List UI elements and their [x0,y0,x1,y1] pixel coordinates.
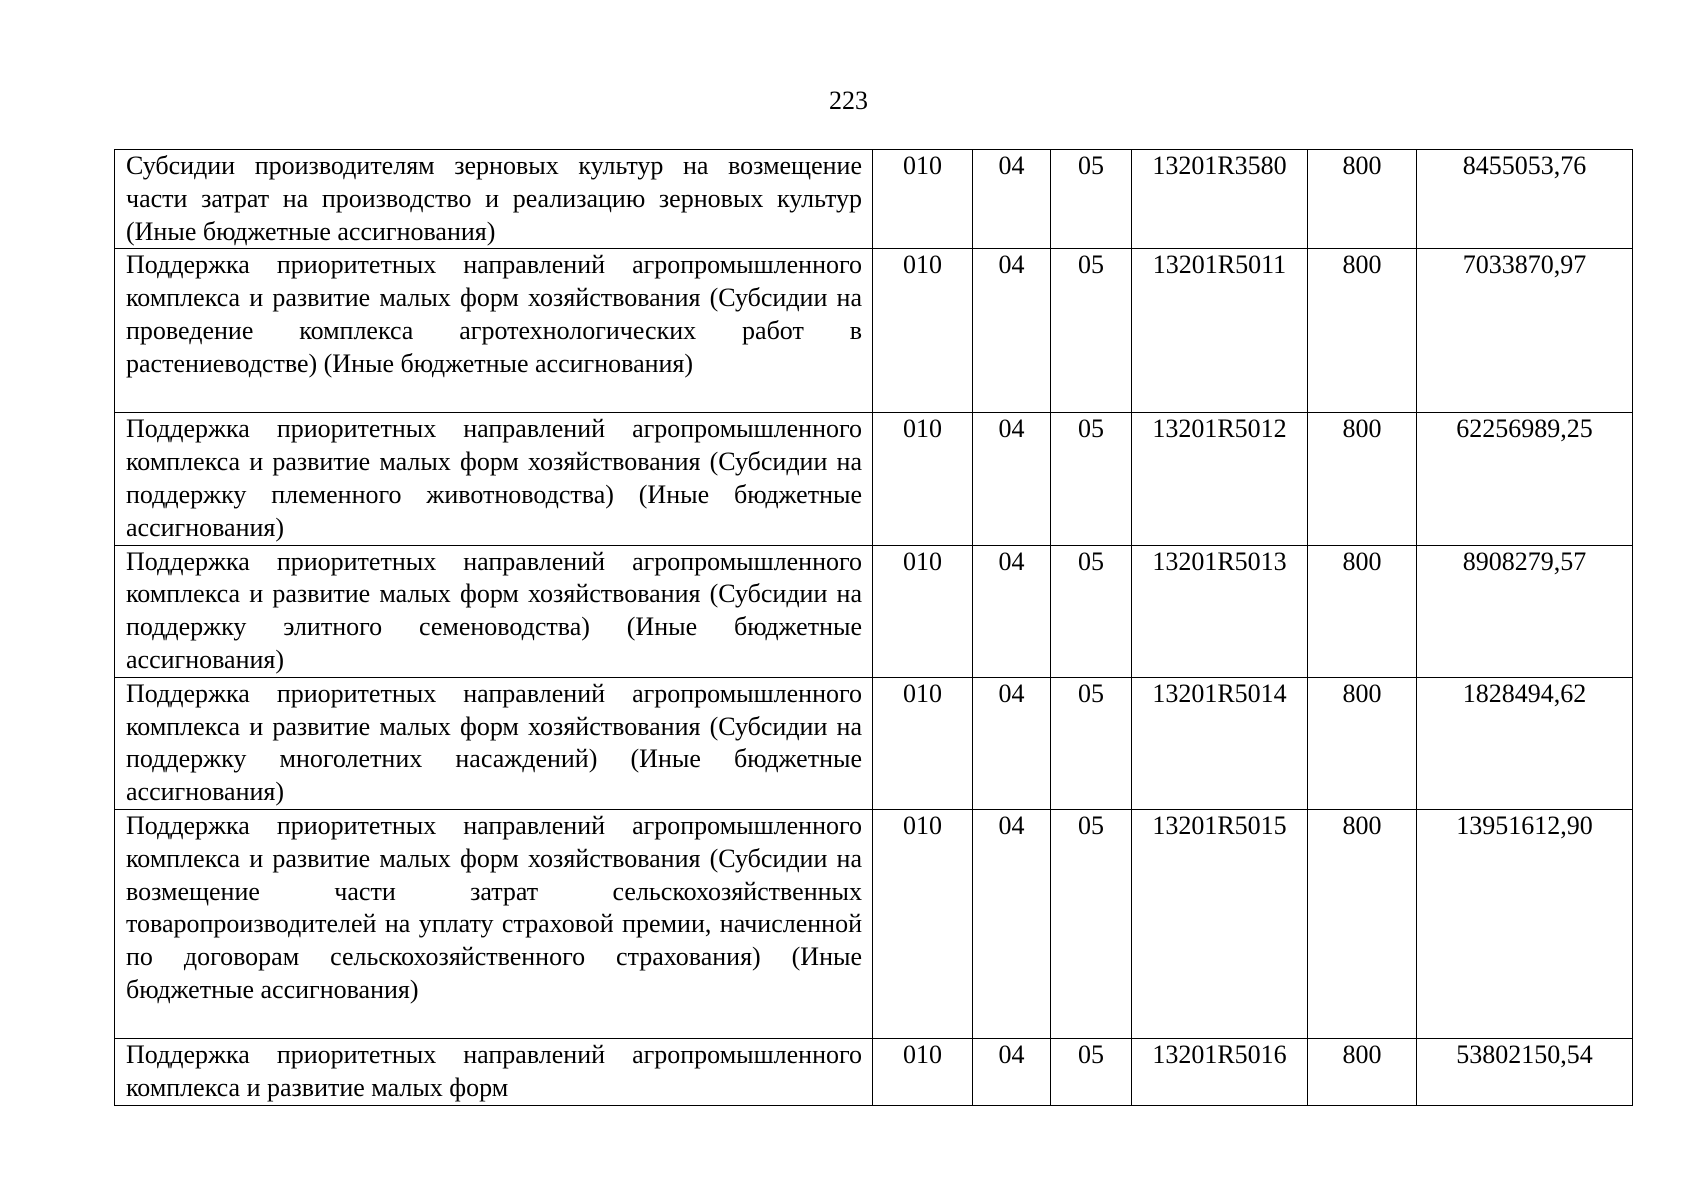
table-row [115,249,1633,413]
row-description: Поддержка приоритетных направлений агропромышленного комплекса и развитие малых форм [115,1038,873,1105]
subsection-code: 05 [1051,150,1132,249]
amount-value: 53802150,54 [1417,1038,1633,1105]
section-code: 04 [973,677,1051,809]
amount-value: 62256989,25 [1417,413,1633,545]
section-code: 04 [973,150,1051,249]
expense-type-code: 800 [1308,809,1417,1038]
table-row [115,413,1633,545]
target-article-code: 13201R5014 [1132,677,1308,809]
amount-value: 13951612,90 [1417,809,1633,1038]
ministry-code: 010 [873,1038,973,1105]
table-row [115,150,1633,249]
subsection-code: 05 [1051,677,1132,809]
ministry-code: 010 [873,150,973,249]
target-article-code: 13201R5013 [1132,545,1308,677]
section-code: 04 [973,545,1051,677]
subsection-code: 05 [1051,1038,1132,1105]
expense-type-code: 800 [1308,1038,1417,1105]
amount-value: 8455053,76 [1417,150,1633,249]
expense-type-code: 800 [1308,150,1417,249]
table-row [115,1038,1633,1105]
expense-type-code: 800 [1308,413,1417,545]
row-description: Поддержка приоритетных направлений агропромышленного комплекса и развитие малых форм хозяйствования (Субсидии на проведение комплекса агротехнологических работ в растениеводстве) (Иные бюджетные ассигнования) [115,249,873,413]
table-row [115,545,1633,677]
amount-value: 7033870,97 [1417,249,1633,413]
target-article-code: 13201R5011 [1132,249,1308,413]
ministry-code: 010 [873,809,973,1038]
section-code: 04 [973,249,1051,413]
target-article-code: 13201R5015 [1132,809,1308,1038]
ministry-code: 010 [873,677,973,809]
table-row [115,809,1633,1038]
target-article-code: 13201R3580 [1132,150,1308,249]
ministry-code: 010 [873,249,973,413]
subsection-code: 05 [1051,413,1132,545]
row-description: Поддержка приоритетных направлений агропромышленного комплекса и развитие малых форм хозяйствования (Субсидии на поддержку многолетних насаждений) (Иные бюджетные ассигнования) [115,677,873,809]
page-number: 223 [829,86,868,115]
expense-type-code: 800 [1308,545,1417,677]
ministry-code: 010 [873,413,973,545]
target-article-code: 13201R5012 [1132,413,1308,545]
table-row [115,677,1633,809]
expense-type-code: 800 [1308,677,1417,809]
amount-value: 8908279,57 [1417,545,1633,677]
section-code: 04 [973,1038,1051,1105]
budget-allocation-table [114,149,1633,1106]
row-description: Поддержка приоритетных направлений агропромышленного комплекса и развитие малых форм хозяйствования (Субсидии на поддержку элитного семеноводства) (Иные бюджетные ассигнования) [115,545,873,677]
target-article-code: 13201R5016 [1132,1038,1308,1105]
row-description: Субсидии производителям зерновых культур на возмещение части затрат на производство и реализацию зерновых культур (Иные бюджетные ассигнования) [115,150,873,249]
row-description: Поддержка приоритетных направлений агропромышленного комплекса и развитие малых форм хозяйствования (Субсидии на возмещение части затрат сельскохозяйственных товаропроизводителей на уплату страховой премии, начисленной по договорам сельскохозяйственного страхования) (Иные бюджетные ассигнования) [115,809,873,1038]
section-code: 04 [973,809,1051,1038]
expense-type-code: 800 [1308,249,1417,413]
section-code: 04 [973,413,1051,545]
amount-value: 1828494,62 [1417,677,1633,809]
subsection-code: 05 [1051,249,1132,413]
subsection-code: 05 [1051,545,1132,677]
subsection-code: 05 [1051,809,1132,1038]
row-description: Поддержка приоритетных направлений агропромышленного комплекса и развитие малых форм хозяйствования (Субсидии на поддержку племенного животноводства) (Иные бюджетные ассигнования) [115,413,873,545]
ministry-code: 010 [873,545,973,677]
